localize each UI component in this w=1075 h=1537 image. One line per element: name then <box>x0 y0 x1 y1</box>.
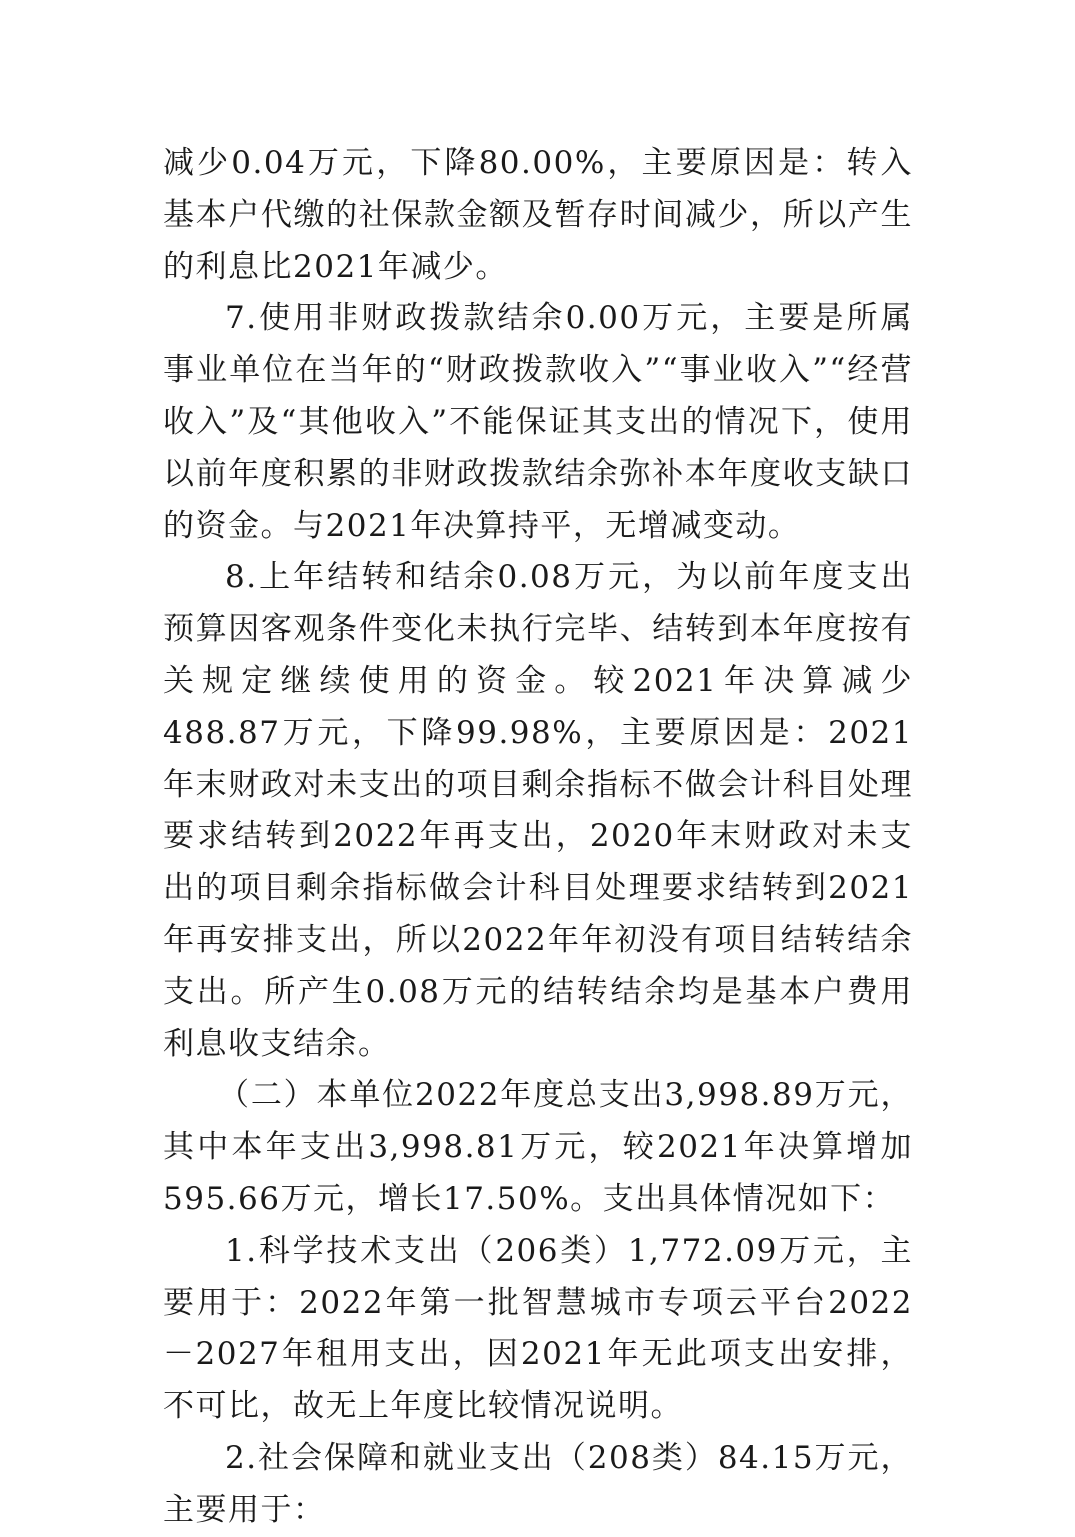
paragraph-expenditure-item-2: 2.社会保障和就业支出（208类）84.15万元，主要用于： <box>163 1439 913 1528</box>
paragraph-expenditure-item-1: 1.科学技术支出（206类）1,772.09万元，主要用于：2022年第一批智慧城市专项云平台2022－2027年租用支出，因2021年无此项支出安排，不可比，故无上年度比较情况说明。 <box>163 1232 913 1425</box>
document-body <box>163 138 913 1537</box>
paragraph-item-7: 7.使用非财政拨款结余0.00万元，主要是所属事业单位在当年的“财政拨款收入”“事业收入”“经营收入”及“其他收入”不能保证其支出的情况下，使用以前年度积累的非财政拨款结余弥补本年度收支缺口的资金。与2021年决算持平，无增减变动。 <box>163 300 913 544</box>
paragraph-item-8: 8.上年结转和结余0.08万元，为以前年度支出预算因客观条件变化未执行完毕、结转到本年度按有关规定继续使用的资金。较2021年决算减少488.87万元，下降99.98%，主要原因是：2021年末财政对未支出的项目剩余指标不做会计科目处理要求结转到2022年再支出，2020年末财政对未支出的项目剩余指标做会计科目处理要求结转到2021年再安排支出，所以2022年年初没有项目结转结余支出。所产生0.08万元的结转结余均是基本户费用利息收支结余。 <box>163 559 913 1062</box>
paragraph-continued-interest: 减少0.04万元，下降80.00%，主要原因是：转入基本户代缴的社保款金额及暂存时间减少，所以产生的利息比2021年减少。 <box>163 145 913 285</box>
paragraph-section-2-total-expenditure: （二）本单位2022年度总支出3,998.89万元，其中本年支出3,998.81万元，较2021年决算增加595.66万元，增长17.50%。支出具体情况如下： <box>163 1077 913 1217</box>
